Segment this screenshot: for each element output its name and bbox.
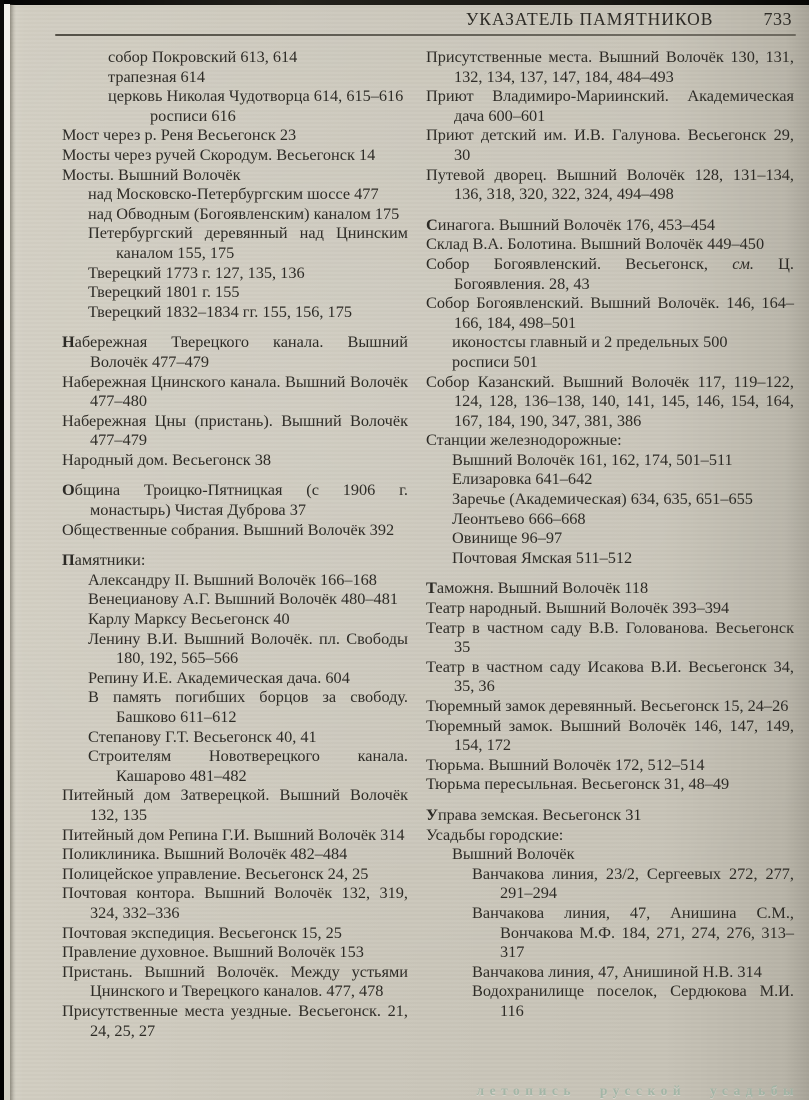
index-entry — [452, 509, 794, 529]
page-number: 733 — [763, 9, 792, 29]
entry-text: Собор Казанский. Вышний Волочёк 117, 119–122, 124, 128, 136–138, 140, 141, 145, 146, 154, 164, 167, 184, 190, 347, 381, 386 — [426, 371, 794, 430]
entry-text: Александру II. Вышний Волочёк 166–168 — [88, 569, 377, 589]
entry-lead-letter: Т — [426, 578, 437, 598]
entry-cross-ref: см. — [732, 253, 754, 273]
index-entry — [62, 480, 408, 519]
index-entry — [62, 883, 408, 922]
index-entry — [62, 550, 408, 570]
index-entry — [62, 962, 408, 1001]
entry-text: Почтовая Ямская 511–512 — [452, 547, 633, 567]
index-entry — [426, 430, 794, 450]
entry-text: росписи 616 — [150, 105, 236, 125]
index-entry — [88, 629, 408, 668]
index-entry — [426, 657, 794, 696]
entry-text: Приют Владимиро-Мариинский. Академическая дача 600–601 — [426, 86, 794, 125]
index-entry — [62, 125, 408, 145]
index-entry — [426, 716, 794, 755]
entry-text: Общественные собрания. Вышний Волочёк 392 — [62, 519, 395, 539]
entry-text: Народный дом. Весьегонск 38 — [62, 449, 272, 469]
index-entry — [452, 548, 794, 568]
entry-text: над Обводным (Богоявленским) каналом 175 — [88, 203, 400, 223]
entry-text: Репину И.Е. Академическая дача. 604 — [88, 667, 350, 687]
index-columns — [62, 47, 794, 1040]
index-entry — [108, 47, 408, 67]
index-entry — [88, 570, 408, 590]
index-entry — [426, 598, 794, 618]
index-entry — [426, 696, 794, 716]
index-entry — [62, 411, 408, 450]
entry-text: Мосты через ручей Скородум. Весьегонск 14 — [62, 144, 376, 164]
index-entry — [452, 489, 794, 509]
entry-text: Вышний Волочёк — [452, 844, 575, 864]
entry-text: Елизаровка 641–642 — [452, 469, 593, 489]
scan-edge-top — [0, 0, 809, 5]
entry-text: Усадьбы городские: — [426, 824, 564, 844]
page-title: УКАЗАТЕЛЬ ПАМЯТНИКОВ — [465, 9, 714, 29]
entry-text: Тюрьма. Вышний Волочёк 172, 512–514 — [426, 754, 705, 774]
entry-text: Присутственные места уездные. Весьегонск. 21, 24, 25, 27 — [62, 1000, 408, 1040]
entry-text: Ц. Богоявления. 28, 43 — [454, 253, 794, 293]
entry-text: Набережная Цнинского канала. Вышний Волочёк 477–480 — [62, 371, 408, 411]
entry-text: Вышний Волочёк 161, 162, 174, 501–511 — [452, 449, 733, 469]
scan-gutter-crease — [10, 4, 16, 1100]
index-entry — [62, 332, 408, 371]
entry-text: Почтовая контора. Вышний Волочёк 132, 319, 324, 332–336 — [62, 883, 408, 922]
entry-text: Ванчакова линия, 47, Анишиной Н.В. 314 — [472, 961, 762, 981]
entry-text: Набережная Цны (пристань). Вышний Волочёк 477–479 — [62, 410, 408, 450]
entry-text: Станции железнодорожные: — [426, 430, 622, 450]
index-entry — [108, 86, 408, 106]
index-entry — [426, 805, 794, 825]
index-entry — [88, 263, 408, 283]
entry-text: росписи 501 — [452, 351, 538, 371]
index-entry — [88, 727, 408, 747]
entry-text: Степанову Г.Т. Весьегонск 40, 41 — [88, 726, 317, 746]
index-entry — [472, 903, 794, 962]
entry-text: Тюремный замок деревянный. Весьегонск 15, 24–26 — [426, 696, 789, 715]
index-entry — [62, 165, 408, 185]
entry-text: Пристань. Вышний Волочёк. Между устьями Цнинского и Тверецкого каналов. 477, 478 — [62, 961, 408, 1001]
index-entry — [88, 668, 408, 688]
entry-text: Тюремный замок. Вышний Волочёк 146, 147, 149, 154, 172 — [426, 715, 794, 755]
index-entry — [452, 352, 794, 372]
index-entry — [426, 234, 794, 254]
entry-text: Театр народный. Вышний Волочёк 393–394 — [426, 598, 730, 618]
index-entry — [62, 1001, 408, 1040]
entry-text: Театр в частном саду Исакова В.И. Весьегонск 34, 35, 36 — [426, 656, 794, 696]
publisher-watermark: летопись русской усадьбы — [476, 1083, 799, 1098]
entry-text: Поликлиника. Вышний Волочёк 482–484 — [62, 844, 348, 864]
entry-text: Тверецкий 1832–1834 гг. 155, 156, 175 — [88, 301, 352, 321]
index-entry — [426, 618, 794, 657]
entry-text: Тюрьма пересыльная. Весьегонск 31, 48–49 — [426, 774, 730, 794]
entry-text: иконостсы главный и 2 предельных 500 — [452, 332, 728, 352]
entry-text: амятники: — [74, 550, 146, 570]
entry-text: Ванчакова линия, 47, Анишина С.М., Вончакова М.Ф. 184, 271, 274, 276, 313–317 — [472, 902, 794, 962]
entry-text: Заречье (Академическая) 634, 635, 651–655 — [452, 489, 753, 509]
index-entry — [150, 106, 408, 126]
entry-text: Леонтьево 666–668 — [452, 508, 586, 528]
index-entry — [426, 86, 794, 125]
index-column-right — [426, 47, 794, 1040]
index-entry — [62, 520, 408, 540]
entry-text: В память погибших борцов за свободу. Башково 611–612 — [88, 687, 408, 726]
index-entry — [472, 962, 794, 982]
index-entry — [452, 528, 794, 548]
index-entry — [62, 923, 408, 943]
index-entry — [472, 864, 794, 903]
index-entry — [426, 578, 794, 598]
entry-text: инагога. Вышний Волочёк 176, 453–454 — [437, 214, 715, 234]
index-entry — [62, 450, 408, 470]
index-entry — [472, 981, 794, 1020]
index-entry — [62, 844, 408, 864]
index-entry — [426, 825, 794, 845]
entry-text: Строителям Новотверецкого канала. Кашарово 481–482 — [88, 746, 408, 785]
entry-text: Ванчакова линия, 23/2, Сергеевых 272, 277, 291–294 — [472, 863, 794, 903]
entry-text: Карлу Марксу Весьегонск 40 — [88, 609, 290, 629]
index-entry — [62, 785, 408, 824]
entry-text: Петербургский деревянный над Цнинским каналом 155, 175 — [88, 223, 408, 262]
entry-text: Приют детский им. И.В. Галунова. Весьегонск 29, 30 — [426, 125, 794, 164]
index-entry — [426, 47, 794, 86]
index-entry — [88, 282, 408, 302]
index-entry — [88, 746, 408, 785]
index-entry — [62, 145, 408, 165]
index-entry — [62, 942, 408, 962]
index-entry — [426, 254, 794, 293]
entry-text: бщина Троицко-Пятницкая (с 1906 г. монастырь) Чистая Дуброва 37 — [74, 480, 408, 520]
entry-text: Тверецкий 1801 г. 155 — [88, 282, 240, 302]
index-entry — [426, 372, 794, 431]
entry-text: аможня. Вышний Волочёк 118 — [436, 578, 649, 598]
index-entry — [88, 223, 408, 262]
index-entry — [88, 302, 408, 322]
entry-text: Почтовая экспедиция. Весьегонск 15, 25 — [62, 922, 342, 942]
entry-text: Присутственные места. Вышний Волочёк 130, 131, 132, 134, 137, 147, 184, 484–493 — [426, 47, 794, 86]
entry-text: Правление духовное. Вышний Волочёк 153 — [62, 942, 364, 962]
index-entry — [426, 755, 794, 775]
index-entry — [426, 215, 794, 235]
index-entry — [88, 609, 408, 629]
entry-text: абережная Тверецкого канала. Вышний Волочёк 477–479 — [74, 332, 408, 371]
index-entry — [426, 293, 794, 332]
index-entry — [452, 332, 794, 352]
entry-lead-letter: Н — [62, 332, 75, 352]
index-entry — [62, 864, 408, 884]
entry-text: над Московско-Петербургским шоссе 477 — [88, 184, 379, 204]
entry-text: трапезная 614 — [108, 66, 205, 86]
index-entry — [452, 469, 794, 489]
index-entry — [426, 165, 794, 204]
header-rule — [55, 34, 796, 36]
index-entry — [452, 450, 794, 470]
entry-text: Ленину В.И. Вышний Волочёк. пл. Свободы 180, 192, 565–566 — [88, 628, 408, 668]
index-entry — [88, 589, 408, 609]
entry-lead-letter: У — [426, 804, 438, 824]
entry-text: Питейный дом Репина Г.И. Вышний Волочёк 314 — [62, 824, 405, 844]
running-head — [0, 9, 792, 30]
entry-lead-letter: С — [426, 214, 438, 234]
entry-text: Питейный дом Затверецкой. Вышний Волочёк 132, 135 — [62, 785, 408, 824]
entry-lead-letter: О — [62, 480, 75, 500]
entry-text: Склад В.А. Болотина. Вышний Волочёк 449–450 — [426, 234, 765, 254]
entry-text: Водохранилище поселок, Сердюкова М.И. 116 — [472, 981, 794, 1020]
index-entry — [452, 844, 794, 864]
entry-text: Мост через р. Реня Весьегонск 23 — [62, 125, 297, 145]
index-entry — [426, 125, 794, 164]
index-entry — [426, 774, 794, 794]
entry-text: Путевой дворец. Вышний Волочёк 128, 131–134, 136, 318, 320, 322, 324, 494–498 — [426, 164, 794, 204]
index-entry — [88, 687, 408, 726]
index-entry — [108, 67, 408, 87]
entry-text: Собор Богоявленский. Весьегонск, — [426, 253, 733, 273]
entry-text: права земская. Весьегонск 31 — [437, 804, 642, 824]
entry-text: Тверецкий 1773 г. 127, 135, 136 — [88, 262, 305, 282]
entry-text: Венецианову А.Г. Вышний Волочёк 480–481 — [88, 589, 398, 609]
index-entry — [62, 372, 408, 411]
entry-text: Полицейское управление. Весьегонск 24, 25 — [62, 863, 369, 883]
entry-text: собор Покровский 613, 614 — [108, 47, 298, 66]
index-column-left — [62, 47, 408, 1040]
index-entry — [88, 204, 408, 224]
entry-lead-letter: П — [62, 550, 75, 570]
entry-text: церковь Николая Чудотворца 614, 615–616 — [108, 86, 404, 106]
entry-text: Мосты. Вышний Волочёк — [62, 164, 241, 184]
index-entry — [88, 184, 408, 204]
entry-text: Собор Богоявленский. Вышний Волочёк. 146, 164–166, 184, 498–501 — [426, 293, 794, 332]
entry-text: Театр в частном саду В.В. Голованова. Весьегонск 35 — [426, 617, 794, 657]
entry-text: Овинище 96–97 — [452, 528, 563, 548]
index-entry — [62, 825, 408, 845]
